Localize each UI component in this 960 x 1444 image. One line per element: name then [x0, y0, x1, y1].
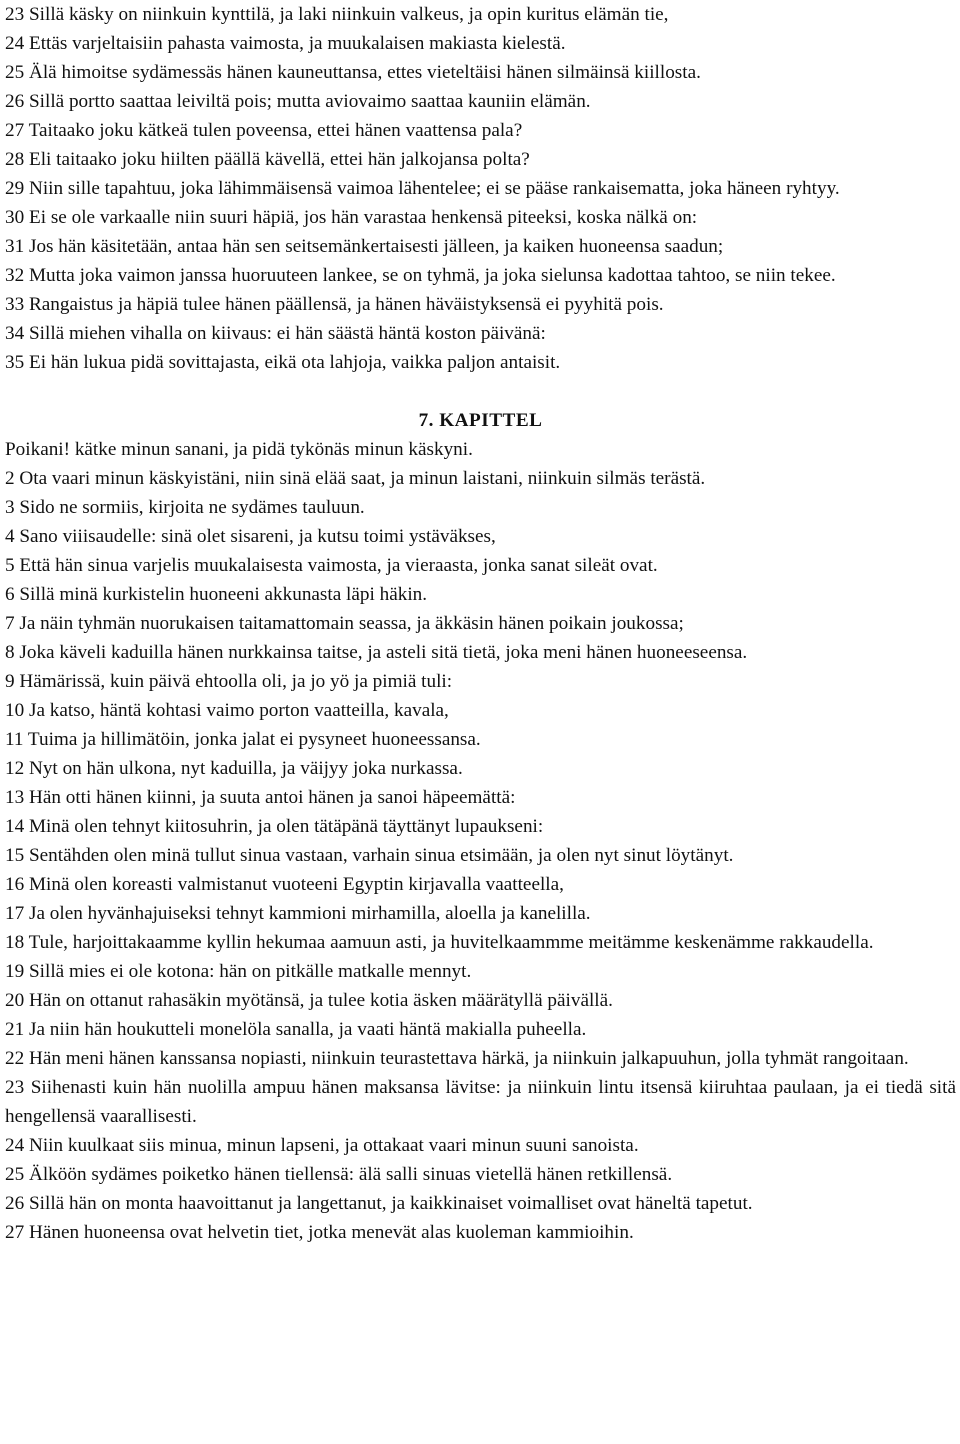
chapter-verse-14: 14 Minä olen tehnyt kiitosuhrin, ja olen tätäpänä täyttänyt lupaukseni:: [5, 816, 544, 837]
chapter-verse-27: 27 Hänen huoneensa ovat helvetin tiet, jotka menevät alas kuoleman kammioihin.: [5, 1222, 634, 1243]
verse-27: 27 Taitaako joku kätkeä tulen poveensa, ettei hänen vaattensa pala?: [5, 120, 523, 141]
chapter-verse-9: 9 Hämärissä, kuin päivä ehtoolla oli, ja jo yö ja pimiä tuli:: [5, 671, 453, 692]
verse-31: 31 Jos hän käsitetään, antaa hän sen seitsemänkertaisesti jälleen, ja kaiken huoneensa saadun;: [5, 236, 724, 257]
chapter-verse-23: 23 Siihenasti kuin hän nuolilla ampuu hänen maksansa lävitse: ja niinkuin lintu itsensä kiiruhtaa paulaan, ja ei tiedä sitä hengellensä vaarallisesti.: [5, 1077, 956, 1127]
verse-28: 28 Eli taitaako joku hiilten päällä kävellä, ettei hän jalkojansa polta?: [5, 149, 530, 170]
section-gap: [5, 377, 956, 406]
verse-29: 29 Niin sille tapahtuu, joka lähimmäisensä vaimoa lähentelee; ei se pääse rankaisematta, joka häneen ryhtyy.: [5, 178, 840, 199]
document-page: [5, 0, 956, 1247]
chapter-verse-4: 4 Sano viiisaudelle: sinä olet sisareni, ja kutsu toimi ystäväkses,: [5, 526, 496, 547]
chapter-verse-24: 24 Niin kuulkaat siis minua, minun lapseni, ja ottakaat vaari minun suuni sanoista.: [5, 1135, 639, 1156]
chapter-heading: 7. KAPITTEL: [418, 410, 543, 431]
chapter-verse-21: 21 Ja niin hän houkutteli monelöla sanalla, ja vaati häntä makialla puheella.: [5, 1019, 587, 1040]
chapter-verse-17: 17 Ja olen hyvänhajuiseksi tehnyt kammioni mirhamilla, aloella ja kanelilla.: [5, 903, 591, 924]
verse-23: 23 Sillä käsky on niinkuin kynttilä, ja laki niinkuin valkeus, ja opin kuritus elämän tie,: [5, 4, 669, 25]
chapter-verse-10: 10 Ja katso, häntä kohtasi vaimo porton vaatteilla, kavala,: [5, 700, 449, 721]
chapter-verse-16: 16 Minä olen koreasti valmistanut vuoteeni Egyptin kirjavalla vaatteella,: [5, 874, 564, 895]
verse-24: 24 Ettäs varjeltaisiin pahasta vaimosta, ja muukalaisen makiasta kielestä.: [5, 33, 566, 54]
chapter-verse-7: 7 Ja näin tyhmän nuorukaisen taitamattomain seassa, ja äkkäsin hänen poikain joukossa;: [5, 613, 684, 634]
chapter-verse-5: 5 Että hän sinua varjelis muukalaisesta vaimosta, ja vieraasta, jonka sanat sileät ovat.: [5, 555, 658, 576]
verse-34: 34 Sillä miehen vihalla on kiivaus: ei hän säästä häntä koston päivänä:: [5, 323, 546, 344]
verse-25: 25 Älä himoitse sydämessäs hänen kauneuttansa, ettes vieteltäisi hänen silmäinsä kiillosta.: [5, 62, 701, 83]
chapter-verse-1: Poikani! kätke minun sanani, ja pidä tykönäs minun käskyni.: [5, 439, 473, 460]
chapter-verse-6: 6 Sillä minä kurkistelin huoneeni akkunasta läpi häkin.: [5, 584, 428, 605]
chapter-verse-26: 26 Sillä hän on monta haavoittanut ja langettanut, ja kaikkinaiset voimalliset ovat häneltä tapetut.: [5, 1193, 753, 1214]
verse-35: 35 Ei hän lukua pidä sovittajasta, eikä ota lahjoja, vaikka paljon antaisit.: [5, 352, 561, 373]
verse-32: 32 Mutta joka vaimon janssa huoruuteen lankee, se on tyhmä, ja joka sielunsa kadottaa tahtoo, se niin tekee.: [5, 265, 836, 286]
chapter-verse-18: 18 Tule, harjoittakaamme kyllin hekumaa aamuun asti, ja huvitelkaammme meitämme keskenämme rakkaudella.: [5, 932, 874, 953]
chapter-verse-12: 12 Nyt on hän ulkona, nyt kaduilla, ja väijyy joka nurkassa.: [5, 758, 463, 779]
chapter-verse-22: 22 Hän meni hänen kanssansa nopiasti, niinkuin teurastettava härkä, ja niinkuin jalkapuuhun, jolla tyhmät rangoitaan.: [5, 1048, 909, 1069]
chapter-verse-2: 2 Ota vaari minun käskyistäni, niin sinä elää saat, ja minun laistani, niinkuin silmäs terästä.: [5, 468, 706, 489]
chapter-verse-20: 20 Hän on ottanut rahasäkin myötänsä, ja tulee kotia äsken määrätyllä päivällä.: [5, 990, 613, 1011]
chapter-verse-19: 19 Sillä mies ei ole kotona: hän on pitkälle matkalle mennyt.: [5, 961, 472, 982]
chapter-verse-3: 3 Sido ne sormiis, kirjoita ne sydämes tauluun.: [5, 497, 365, 518]
chapter-verse-8: 8 Joka käveli kaduilla hänen nurkkainsa taitse, ja asteli sitä tietä, joka meni hänen huoneeseensa.: [5, 642, 748, 663]
verse-26: 26 Sillä portto saattaa leiviltä pois; mutta aviovaimo saattaa kauniin elämän.: [5, 91, 591, 112]
chapter-verse-15: 15 Sentähden olen minä tullut sinua vastaan, varhain sinua etsimään, ja olen nyt sinut löytänyt.: [5, 845, 734, 866]
verse-30: 30 Ei se ole varkaalle niin suuri häpiä, jos hän varastaa henkensä piteeksi, koska nälkä on:: [5, 207, 698, 228]
verse-33: 33 Rangaistus ja häpiä tulee hänen päällensä, ja hänen häväistyksensä ei pyyhitä pois.: [5, 294, 664, 315]
chapter-verse-13: 13 Hän otti hänen kiinni, ja suuta antoi hänen ja sanoi häpeemättä:: [5, 787, 516, 808]
chapter-verse-11: 11 Tuima ja hillimätöin, jonka jalat ei pysyneet huoneessansa.: [5, 729, 481, 750]
chapter-verse-25: 25 Älköön sydämes poiketko hänen tiellensä: älä salli sinuas vietellä hänen retkillensä.: [5, 1164, 673, 1185]
